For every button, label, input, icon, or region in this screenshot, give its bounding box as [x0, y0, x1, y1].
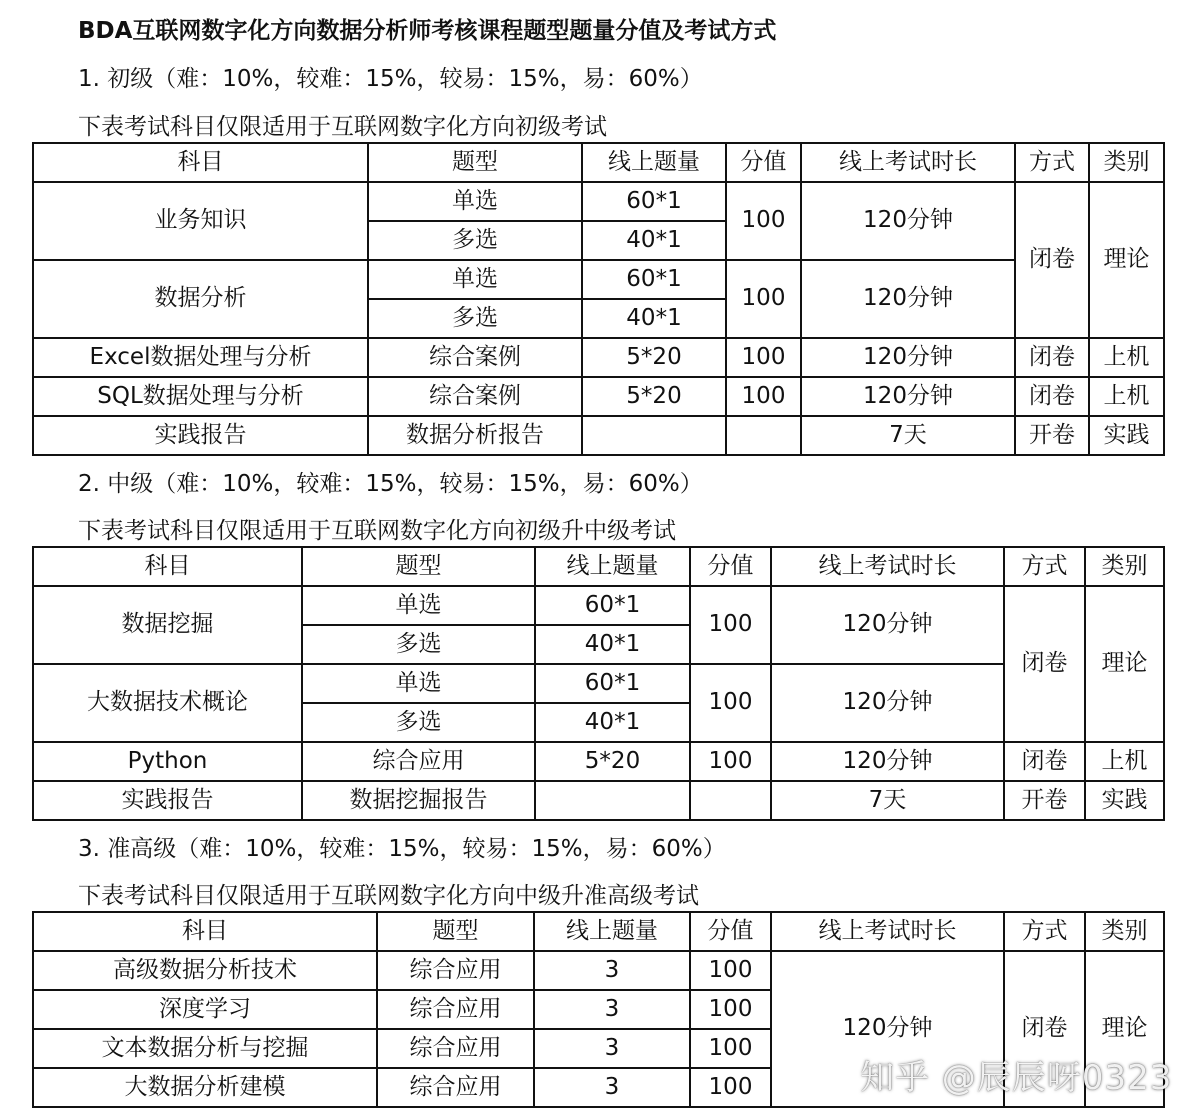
cell-subject: 文本数据分析与挖掘	[33, 1029, 377, 1068]
cell-duration: 120分钟	[801, 182, 1015, 260]
cell-score: 100	[726, 338, 801, 377]
cell-duration: 120分钟	[801, 260, 1015, 338]
cell-count: 60*1	[582, 260, 726, 299]
cell-type: 单选	[302, 664, 535, 703]
header-type: 题型	[302, 547, 535, 586]
cell-count: 40*1	[535, 625, 690, 664]
table-header-row	[33, 143, 1164, 182]
exam-table-intermediate	[32, 546, 1165, 821]
section-heading-2: 2. 中级（难：10%，较难：15%，较易：15%，易：60%）	[78, 471, 703, 497]
table-row	[33, 664, 1164, 703]
table-row	[33, 377, 1164, 416]
cell-mode: 开卷	[1015, 416, 1089, 455]
header-count: 线上题量	[534, 912, 690, 951]
cell-duration: 120分钟	[771, 586, 1004, 664]
header-duration: 线上考试时长	[771, 912, 1004, 951]
cell-score: 100	[690, 742, 771, 781]
cell-category: 实践	[1089, 416, 1164, 455]
cell-count: 5*20	[535, 742, 690, 781]
cell-mode: 闭卷	[1004, 742, 1085, 781]
section-heading-3: 3. 准高级（难：10%，较难：15%，较易：15%，易：60%）	[78, 836, 726, 862]
cell-score: 100	[726, 260, 801, 338]
header-type: 题型	[368, 143, 582, 182]
cell-count: 40*1	[582, 221, 726, 260]
cell-type: 单选	[302, 586, 535, 625]
cell-type: 综合应用	[377, 1029, 534, 1068]
cell-type: 多选	[302, 625, 535, 664]
cell-score	[690, 781, 771, 820]
cell-mode: 闭卷	[1015, 377, 1089, 416]
cell-subject: SQL数据处理与分析	[33, 377, 368, 416]
header-category: 类别	[1089, 143, 1164, 182]
header-count: 线上题量	[582, 143, 726, 182]
cell-type: 多选	[368, 299, 582, 338]
cell-count: 40*1	[582, 299, 726, 338]
cell-type: 多选	[368, 221, 582, 260]
cell-score: 100	[726, 182, 801, 260]
cell-count: 60*1	[582, 182, 726, 221]
cell-count: 3	[534, 1029, 690, 1068]
cell-subject: Python	[33, 742, 302, 781]
cell-category: 上机	[1085, 742, 1164, 781]
cell-subject: 实践报告	[33, 781, 302, 820]
cell-count: 3	[534, 990, 690, 1029]
cell-score: 100	[690, 1068, 771, 1107]
cell-type: 综合应用	[377, 951, 534, 990]
header-category: 类别	[1085, 547, 1164, 586]
header-category: 类别	[1085, 912, 1164, 951]
cell-count: 40*1	[535, 703, 690, 742]
exam-table-junior	[32, 142, 1165, 456]
cell-count: 5*20	[582, 377, 726, 416]
cell-category: 上机	[1089, 338, 1164, 377]
cell-type: 综合应用	[302, 742, 535, 781]
cell-mode: 闭卷	[1015, 338, 1089, 377]
cell-mode: 闭卷	[1004, 951, 1085, 1107]
section-note-3: 下表考试科目仅限适用于互联网数字化方向中级升准高级考试	[78, 883, 699, 909]
cell-duration: 120分钟	[801, 377, 1015, 416]
cell-duration: 120分钟	[771, 951, 1004, 1107]
cell-duration: 120分钟	[801, 338, 1015, 377]
section-note-2: 下表考试科目仅限适用于互联网数字化方向初级升中级考试	[78, 518, 676, 544]
cell-type: 数据挖掘报告	[302, 781, 535, 820]
header-score: 分值	[726, 143, 801, 182]
section-note-1: 下表考试科目仅限适用于互联网数字化方向初级考试	[78, 114, 607, 140]
section-heading-1: 1. 初级（难：10%，较难：15%，较易：15%，易：60%）	[78, 66, 703, 92]
cell-count: 60*1	[535, 664, 690, 703]
cell-score: 100	[690, 664, 771, 742]
header-subject: 科目	[33, 547, 302, 586]
cell-score: 100	[690, 586, 771, 664]
cell-subject: 大数据分析建模	[33, 1068, 377, 1107]
cell-subject: 大数据技术概论	[33, 664, 302, 742]
header-duration: 线上考试时长	[771, 547, 1004, 586]
cell-mode: 闭卷	[1015, 182, 1089, 338]
table-row	[33, 586, 1164, 625]
cell-subject: 实践报告	[33, 416, 368, 455]
header-duration: 线上考试时长	[801, 143, 1015, 182]
cell-type: 单选	[368, 182, 582, 221]
table-row	[33, 781, 1164, 820]
cell-subject: 数据分析	[33, 260, 368, 338]
cell-category: 理论	[1089, 182, 1164, 338]
cell-category: 上机	[1089, 377, 1164, 416]
cell-duration: 7天	[771, 781, 1004, 820]
cell-type: 单选	[368, 260, 582, 299]
cell-score: 100	[690, 1029, 771, 1068]
table-row	[33, 742, 1164, 781]
watermark: 知乎 @辰辰呀0323	[860, 1058, 1173, 1098]
cell-subject: 高级数据分析技术	[33, 951, 377, 990]
cell-score: 100	[726, 377, 801, 416]
cell-duration: 120分钟	[771, 664, 1004, 742]
cell-count: 3	[534, 951, 690, 990]
table-row	[33, 260, 1164, 299]
header-count: 线上题量	[535, 547, 690, 586]
table-row	[33, 416, 1164, 455]
table-header-row	[33, 912, 1164, 951]
cell-count: 60*1	[535, 586, 690, 625]
cell-score	[726, 416, 801, 455]
cell-mode: 闭卷	[1004, 586, 1085, 742]
cell-subject: 深度学习	[33, 990, 377, 1029]
cell-score: 100	[690, 951, 771, 990]
table-row	[33, 182, 1164, 221]
cell-subject: 业务知识	[33, 182, 368, 260]
header-type: 题型	[377, 912, 534, 951]
header-mode: 方式	[1004, 912, 1085, 951]
table-row	[33, 951, 1164, 990]
cell-type: 综合应用	[377, 1068, 534, 1107]
header-mode: 方式	[1004, 547, 1085, 586]
cell-type: 综合案例	[368, 338, 582, 377]
cell-duration: 120分钟	[771, 742, 1004, 781]
cell-count: 3	[534, 1068, 690, 1107]
cell-type: 综合应用	[377, 990, 534, 1029]
table-header-row	[33, 547, 1164, 586]
cell-count	[582, 416, 726, 455]
cell-category: 理论	[1085, 586, 1164, 742]
header-score: 分值	[690, 912, 771, 951]
header-mode: 方式	[1015, 143, 1089, 182]
header-subject: 科目	[33, 143, 368, 182]
cell-subject: Excel数据处理与分析	[33, 338, 368, 377]
cell-subject: 数据挖掘	[33, 586, 302, 664]
page-title: BDA互联网数字化方向数据分析师考核课程题型题量分值及考试方式	[78, 18, 777, 44]
cell-type: 数据分析报告	[368, 416, 582, 455]
cell-count	[535, 781, 690, 820]
header-score: 分值	[690, 547, 771, 586]
cell-mode: 开卷	[1004, 781, 1085, 820]
cell-duration: 7天	[801, 416, 1015, 455]
cell-count: 5*20	[582, 338, 726, 377]
header-subject: 科目	[33, 912, 377, 951]
cell-score: 100	[690, 990, 771, 1029]
cell-category: 实践	[1085, 781, 1164, 820]
table-row	[33, 338, 1164, 377]
cell-type: 多选	[302, 703, 535, 742]
cell-category: 理论	[1085, 951, 1164, 1107]
cell-type: 综合案例	[368, 377, 582, 416]
